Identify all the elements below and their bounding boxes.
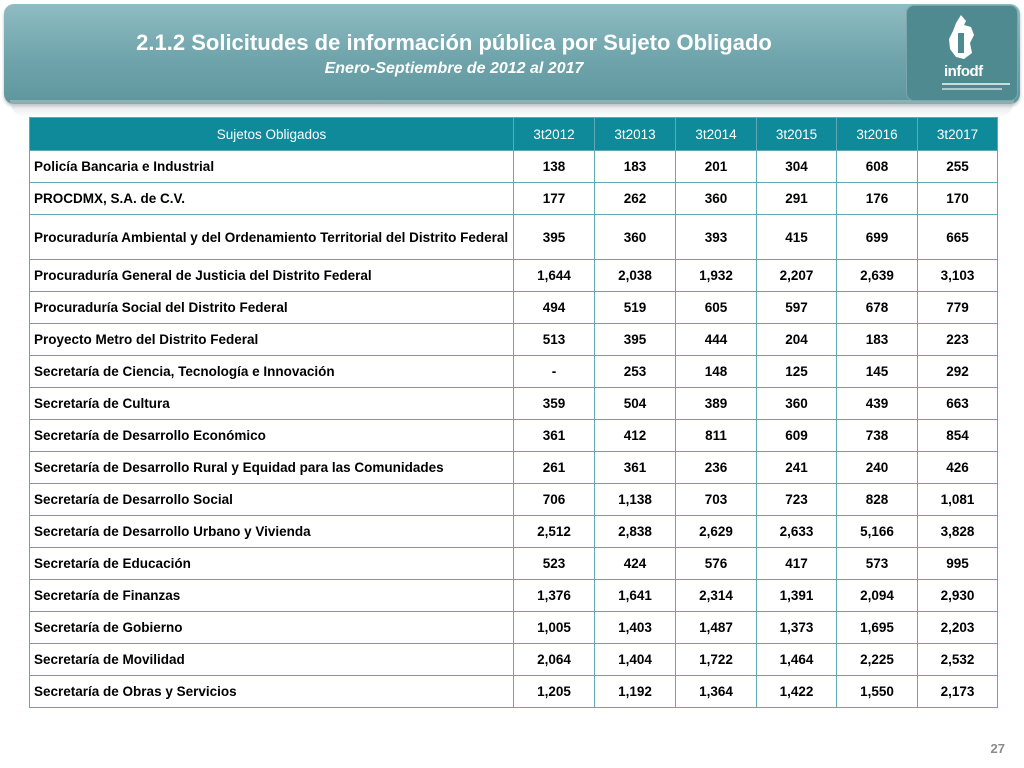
table-cell: 2,225	[837, 644, 918, 676]
table-cell: 811	[676, 420, 757, 452]
table-row	[30, 215, 998, 260]
table-cell: 573	[837, 548, 918, 580]
table-row	[30, 420, 998, 452]
table-cell: 995	[918, 548, 998, 580]
column-header: 3t2014	[676, 118, 757, 151]
table-cell: 1,464	[757, 644, 837, 676]
table-cell: 415	[757, 215, 837, 260]
row-label: Secretaría de Desarrollo Económico	[30, 420, 514, 452]
row-label: Secretaría de Desarrollo Rural y Equidad para las Comunidades	[30, 452, 514, 484]
table-cell: 2,930	[918, 580, 998, 612]
table-cell: 241	[757, 452, 837, 484]
table-cell: 1,403	[595, 612, 676, 644]
table-row	[30, 548, 998, 580]
column-header: 3t2017	[918, 118, 998, 151]
table-cell: 2,512	[514, 516, 595, 548]
table-cell: 576	[676, 548, 757, 580]
logo-tagline-line	[942, 83, 1010, 85]
table-cell: 608	[837, 151, 918, 183]
table-cell: 236	[676, 452, 757, 484]
row-label: Secretaría de Finanzas	[30, 580, 514, 612]
table-row	[30, 612, 998, 644]
requests-table	[29, 117, 998, 708]
table-cell: 663	[918, 388, 998, 420]
table-cell: 1,205	[514, 676, 595, 708]
table-cell: 3,103	[918, 260, 998, 292]
row-label: PROCDMX, S.A. de C.V.	[30, 183, 514, 215]
table-cell: 201	[676, 151, 757, 183]
table-cell: 177	[514, 183, 595, 215]
table-cell: 738	[837, 420, 918, 452]
table-cell: 2,173	[918, 676, 998, 708]
row-label: Procuraduría Ambiental y del Ordenamiento Territorial del Distrito Federal	[30, 215, 514, 260]
table-cell: 1,644	[514, 260, 595, 292]
table-cell: 253	[595, 356, 676, 388]
row-label: Secretaría de Desarrollo Urbano y Vivienda	[30, 516, 514, 548]
row-label: Secretaría de Ciencia, Tecnología e Innovación	[30, 356, 514, 388]
city-emblem-icon	[944, 13, 978, 61]
row-label: Procuraduría Social del Distrito Federal	[30, 292, 514, 324]
table-cell: 359	[514, 388, 595, 420]
table-cell: 1,081	[918, 484, 998, 516]
table-cell: 395	[595, 324, 676, 356]
row-label: Secretaría de Movilidad	[30, 644, 514, 676]
table-cell: 1,722	[676, 644, 757, 676]
table-cell: 665	[918, 215, 998, 260]
table-cell: 2,064	[514, 644, 595, 676]
table-cell: 513	[514, 324, 595, 356]
table-header-row	[30, 118, 998, 151]
table-cell: 148	[676, 356, 757, 388]
table-cell: 1,404	[595, 644, 676, 676]
table-cell: 170	[918, 183, 998, 215]
table-row	[30, 183, 998, 215]
table-cell: 183	[837, 324, 918, 356]
table-cell: 1,550	[837, 676, 918, 708]
table-cell: 2,838	[595, 516, 676, 548]
table-cell: 609	[757, 420, 837, 452]
table-row	[30, 516, 998, 548]
table-cell: 412	[595, 420, 676, 452]
table-cell: 1,932	[676, 260, 757, 292]
table-cell: 389	[676, 388, 757, 420]
row-label: Secretaría de Educación	[30, 548, 514, 580]
table-cell: 2,639	[837, 260, 918, 292]
table-cell: 1,005	[514, 612, 595, 644]
table-cell: 223	[918, 324, 998, 356]
row-label: Secretaría de Desarrollo Social	[30, 484, 514, 516]
table-cell: 1,641	[595, 580, 676, 612]
page-number: 27	[990, 741, 1005, 756]
column-header: 3t2016	[837, 118, 918, 151]
table-cell: 426	[918, 452, 998, 484]
table-row	[30, 356, 998, 388]
table-cell: 779	[918, 292, 998, 324]
table-cell: 360	[757, 388, 837, 420]
table-cell: 5,166	[837, 516, 918, 548]
table-cell: 706	[514, 484, 595, 516]
row-label: Secretaría de Gobierno	[30, 612, 514, 644]
table-cell: 424	[595, 548, 676, 580]
table-row	[30, 324, 998, 356]
table-cell: 2,314	[676, 580, 757, 612]
table-row	[30, 676, 998, 708]
page-subtitle: Enero-Septiembre de 2012 al 2017	[324, 60, 584, 77]
table-row	[30, 151, 998, 183]
table-cell: 2,629	[676, 516, 757, 548]
table-cell: 360	[595, 215, 676, 260]
table-cell: -	[514, 356, 595, 388]
table-cell: 703	[676, 484, 757, 516]
column-header: 3t2013	[595, 118, 676, 151]
table-row	[30, 484, 998, 516]
table-cell: 361	[595, 452, 676, 484]
table-cell: 678	[837, 292, 918, 324]
table-cell: 183	[595, 151, 676, 183]
table-cell: 494	[514, 292, 595, 324]
logo-tagline-line	[942, 88, 1002, 90]
row-label: Proyecto Metro del Distrito Federal	[30, 324, 514, 356]
table-cell: 439	[837, 388, 918, 420]
table-cell: 1,138	[595, 484, 676, 516]
table-cell: 304	[757, 151, 837, 183]
table-cell: 138	[514, 151, 595, 183]
header-shadow	[10, 100, 1014, 118]
table-cell: 597	[757, 292, 837, 324]
page-title: 2.1.2 Solicitudes de información pública por Sujeto Obligado	[136, 30, 772, 55]
table-cell: 395	[514, 215, 595, 260]
table-cell: 360	[676, 183, 757, 215]
table-cell: 291	[757, 183, 837, 215]
table-cell: 361	[514, 420, 595, 452]
table-cell: 2,094	[837, 580, 918, 612]
table-cell: 176	[837, 183, 918, 215]
table-cell: 261	[514, 452, 595, 484]
table-cell: 605	[676, 292, 757, 324]
table-cell: 204	[757, 324, 837, 356]
table-cell: 699	[837, 215, 918, 260]
table-cell: 523	[514, 548, 595, 580]
table-cell: 1,391	[757, 580, 837, 612]
table-cell: 828	[837, 484, 918, 516]
table-cell: 2,038	[595, 260, 676, 292]
table-row	[30, 580, 998, 612]
table-cell: 145	[837, 356, 918, 388]
table-cell: 393	[676, 215, 757, 260]
column-header: 3t2015	[757, 118, 837, 151]
row-label: Secretaría de Obras y Servicios	[30, 676, 514, 708]
table-cell: 2,203	[918, 612, 998, 644]
table-row	[30, 292, 998, 324]
table-cell: 1,364	[676, 676, 757, 708]
table-row	[30, 260, 998, 292]
table-cell: 444	[676, 324, 757, 356]
table-cell: 1,695	[837, 612, 918, 644]
table-cell: 292	[918, 356, 998, 388]
table-cell: 255	[918, 151, 998, 183]
table-cell: 519	[595, 292, 676, 324]
infodf-logo	[906, 5, 1018, 101]
table-row	[30, 452, 998, 484]
table-row	[30, 388, 998, 420]
table-cell: 125	[757, 356, 837, 388]
table-cell: 1,376	[514, 580, 595, 612]
table-cell: 262	[595, 183, 676, 215]
row-label: Procuraduría General de Justicia del Distrito Federal	[30, 260, 514, 292]
table-cell: 1,487	[676, 612, 757, 644]
table-cell: 3,828	[918, 516, 998, 548]
table-cell: 1,373	[757, 612, 837, 644]
table-cell: 1,422	[757, 676, 837, 708]
table-cell: 854	[918, 420, 998, 452]
table-cell: 723	[757, 484, 837, 516]
table-cell: 1,192	[595, 676, 676, 708]
table-cell: 2,633	[757, 516, 837, 548]
table-cell: 2,207	[757, 260, 837, 292]
column-header: 3t2012	[514, 118, 595, 151]
table-cell: 240	[837, 452, 918, 484]
table-row	[30, 644, 998, 676]
table-cell: 2,532	[918, 644, 998, 676]
table-cell: 417	[757, 548, 837, 580]
table-cell: 504	[595, 388, 676, 420]
column-header: Sujetos Obligados	[30, 118, 514, 151]
row-label: Secretaría de Cultura	[30, 388, 514, 420]
logo-text: infodf	[944, 63, 983, 80]
row-label: Policía Bancaria e Industrial	[30, 151, 514, 183]
